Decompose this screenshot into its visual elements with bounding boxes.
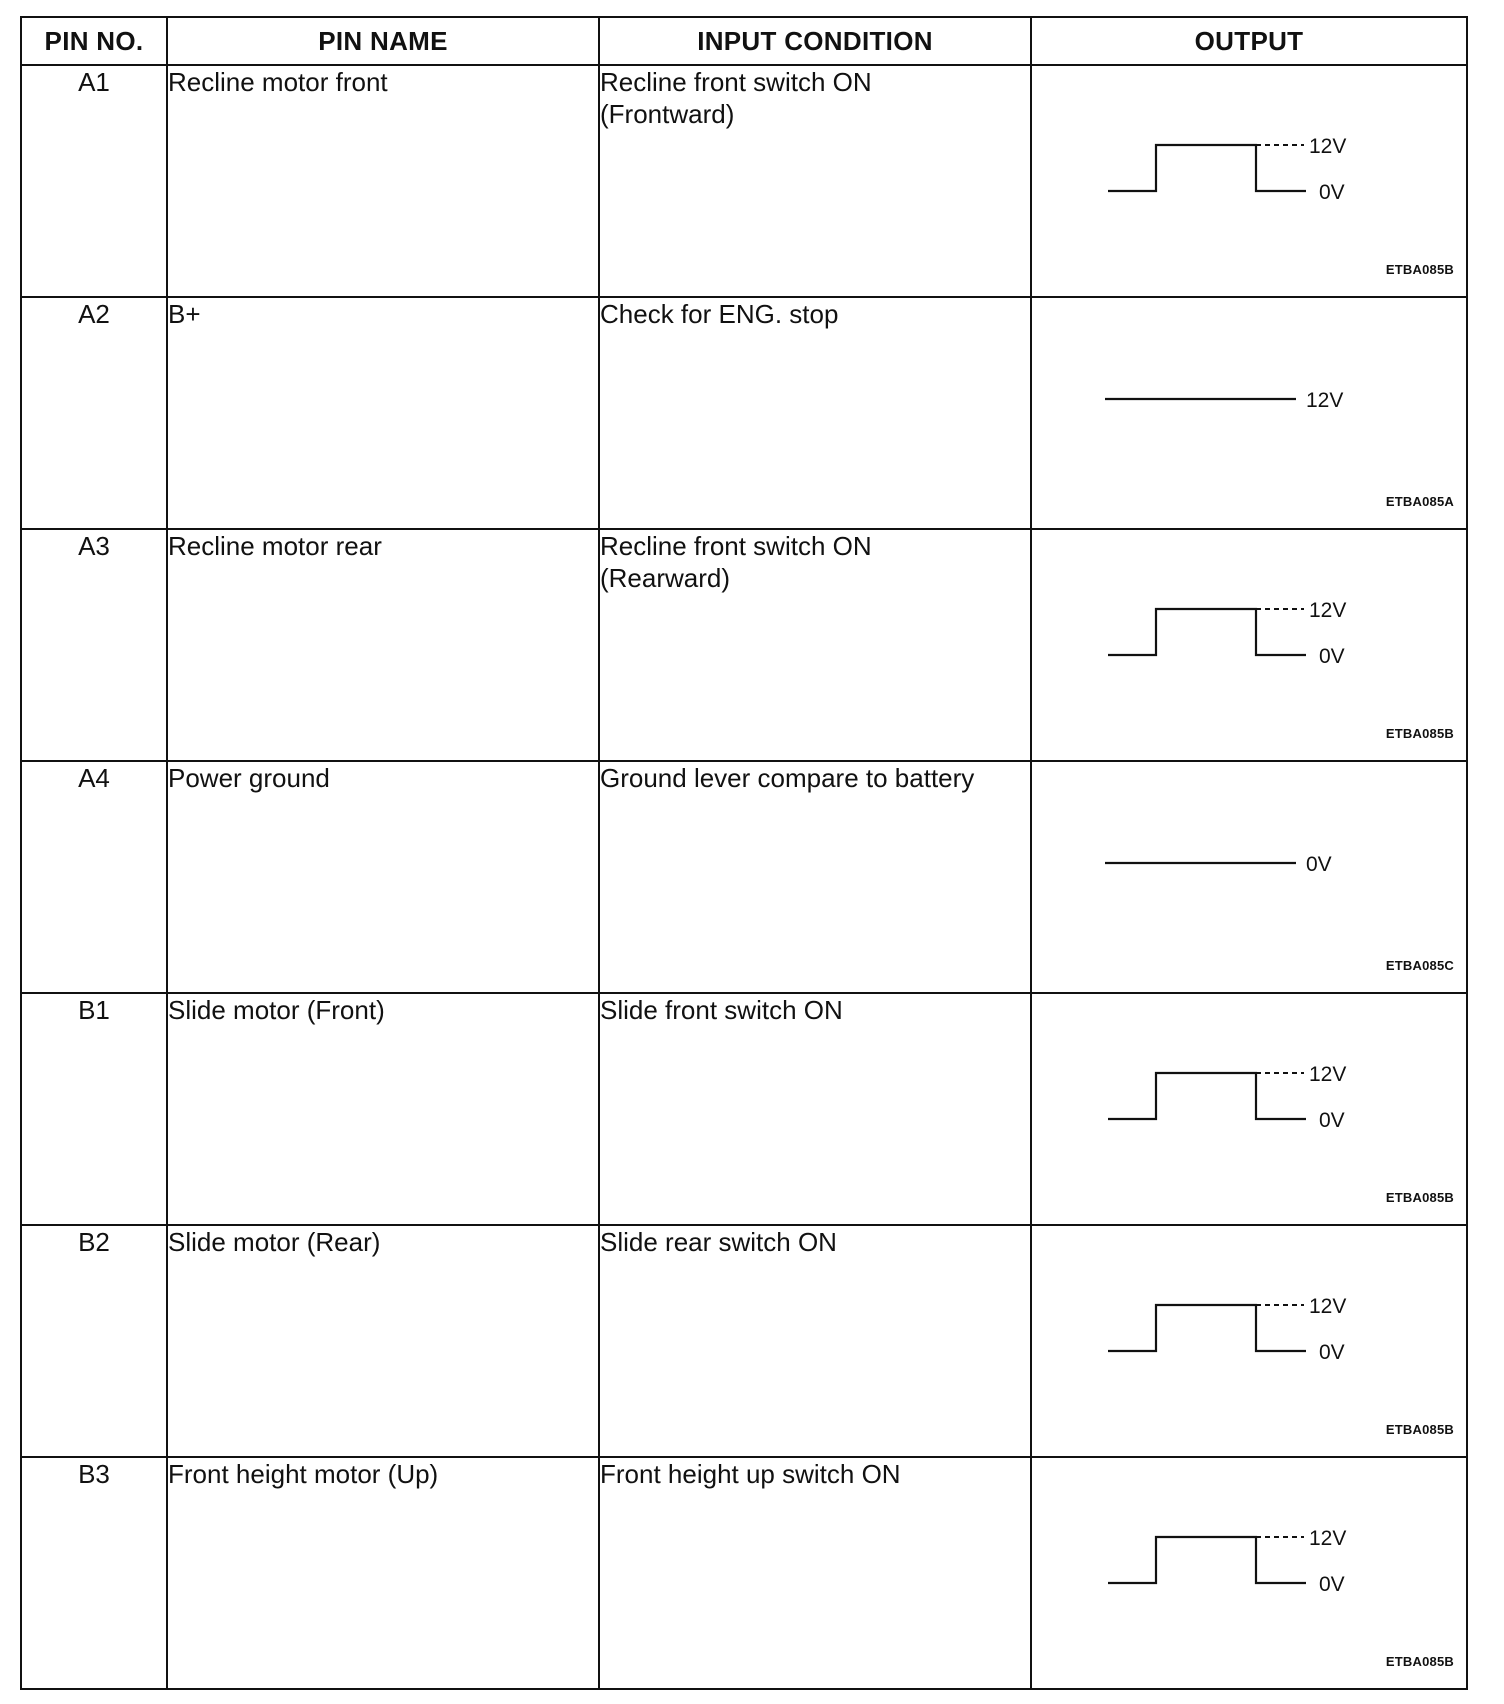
output-pulse-waveform — [1108, 1514, 1408, 1604]
pin-name: Slide motor (Front) — [167, 993, 599, 1225]
figure-code: ETBA085B — [1385, 726, 1454, 741]
input-condition — [599, 993, 1031, 1225]
pin-name: Power ground — [167, 761, 599, 993]
output-pulse-waveform — [1108, 122, 1408, 212]
flat-level-label: 12V — [1306, 389, 1344, 412]
table-row — [21, 65, 1467, 297]
output-cell — [1031, 1457, 1467, 1689]
output-cell — [1031, 65, 1467, 297]
table-row — [21, 761, 1467, 993]
pin-name: Recline motor rear — [167, 529, 599, 761]
low-level-label: 0V — [1319, 1109, 1345, 1132]
low-level-label: 0V — [1319, 1341, 1345, 1364]
output-flat-waveform — [1108, 818, 1408, 908]
output-cell — [1031, 993, 1467, 1225]
input-condition — [599, 65, 1031, 297]
pin-name: B+ — [167, 297, 599, 529]
input-condition-line-2: (Rearward) — [600, 563, 731, 593]
header-input-condition: INPUT CONDITION — [599, 17, 1031, 65]
input-condition — [599, 529, 1031, 761]
table-body — [21, 65, 1467, 1689]
high-level-label: 12V — [1309, 599, 1347, 622]
low-level-label: 0V — [1319, 181, 1345, 204]
table-header-row — [21, 17, 1467, 65]
high-level-label: 12V — [1309, 1527, 1347, 1550]
output-pulse-waveform — [1108, 586, 1408, 676]
input-condition-line-2: (Frontward) — [600, 99, 735, 129]
input-condition-line-1: Check for ENG. stop — [600, 299, 839, 329]
high-level-label: 12V — [1309, 1063, 1347, 1086]
pin-number: B1 — [21, 993, 167, 1225]
header-output: OUTPUT — [1031, 17, 1467, 65]
input-condition — [599, 1225, 1031, 1457]
output-cell — [1031, 529, 1467, 761]
header-pin-name: PIN NAME — [167, 17, 599, 65]
input-condition-line-1: Front height up switch ON — [600, 1459, 901, 1489]
figure-code: ETBA085B — [1385, 262, 1454, 277]
pin-output-table-sheet — [20, 16, 1466, 1684]
output-pulse-waveform — [1108, 1050, 1408, 1140]
pulse-waveform-line — [1108, 609, 1306, 655]
table-row — [21, 1457, 1467, 1689]
table-row — [21, 1225, 1467, 1457]
figure-code: ETBA085C — [1385, 958, 1454, 973]
figure-code: ETBA085A — [1385, 494, 1454, 509]
pin-number: A3 — [21, 529, 167, 761]
output-cell — [1031, 297, 1467, 529]
pulse-waveform-line — [1108, 145, 1306, 191]
table-row — [21, 993, 1467, 1225]
pulse-waveform-line — [1108, 1073, 1306, 1119]
input-condition — [599, 1457, 1031, 1689]
low-level-label: 0V — [1319, 645, 1345, 668]
figure-code: ETBA085B — [1385, 1654, 1454, 1669]
input-condition-line-1: Recline front switch ON — [600, 67, 872, 97]
pulse-waveform-line — [1108, 1305, 1306, 1351]
input-condition-line-1: Ground lever compare to battery — [600, 763, 975, 793]
pin-number: A1 — [21, 65, 167, 297]
output-cell — [1031, 1225, 1467, 1457]
high-level-label: 12V — [1309, 1295, 1347, 1318]
pin-number: A2 — [21, 297, 167, 529]
pin-number: A4 — [21, 761, 167, 993]
input-condition — [599, 297, 1031, 529]
pin-name: Front height motor (Up) — [167, 1457, 599, 1689]
pin-number: B2 — [21, 1225, 167, 1457]
pin-output-table — [20, 16, 1468, 1690]
table-row — [21, 297, 1467, 529]
input-condition-line-1: Recline front switch ON — [600, 531, 872, 561]
output-pulse-waveform — [1108, 1282, 1408, 1372]
high-level-label: 12V — [1309, 135, 1347, 158]
low-level-label: 0V — [1319, 1573, 1345, 1596]
pin-number: B3 — [21, 1457, 167, 1689]
output-flat-waveform — [1108, 354, 1408, 444]
output-cell — [1031, 761, 1467, 993]
table-row — [21, 529, 1467, 761]
input-condition-line-1: Slide front switch ON — [600, 995, 843, 1025]
pulse-waveform-line — [1108, 1537, 1306, 1583]
header-pin-no: PIN NO. — [21, 17, 167, 65]
figure-code: ETBA085B — [1385, 1190, 1454, 1205]
pin-name: Recline motor front — [167, 65, 599, 297]
input-condition-line-1: Slide rear switch ON — [600, 1227, 837, 1257]
figure-code: ETBA085B — [1385, 1422, 1454, 1437]
pin-name: Slide motor (Rear) — [167, 1225, 599, 1457]
flat-level-label: 0V — [1306, 853, 1332, 876]
input-condition — [599, 761, 1031, 993]
